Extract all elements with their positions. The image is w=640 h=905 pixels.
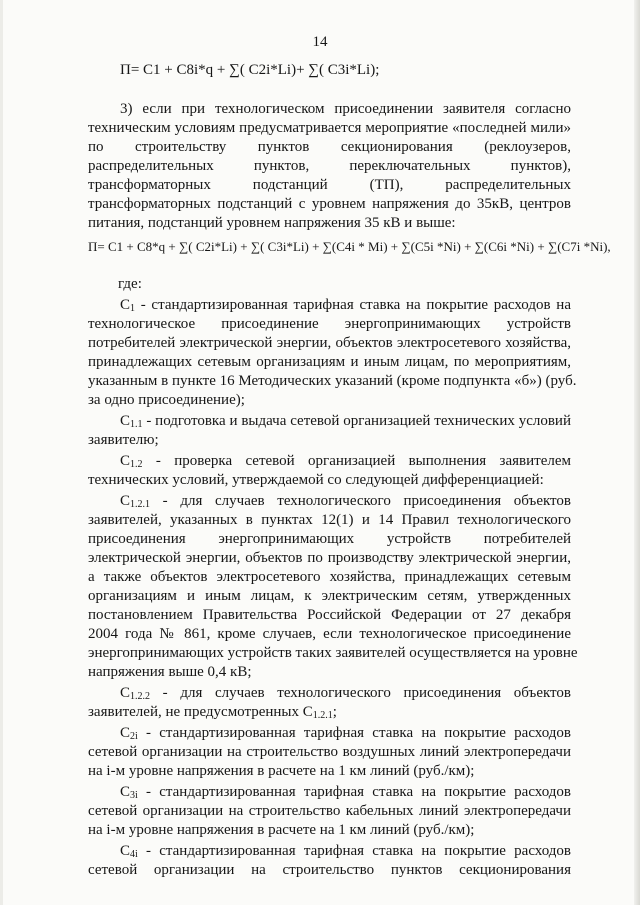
where-label: где:: [118, 276, 142, 292]
formula-1: П= С1 + С8i*q + ∑( С2i*Li)+ ∑( С3i*Li);: [120, 62, 380, 78]
page-number: 14: [312, 34, 328, 50]
c122-def-line: заявителей, не предусмотренных $С_{1.2.1}$;: [88, 704, 337, 721]
c121-def-line: энергопринимающих устройств таких заявителей осуществляется на уровне: [88, 645, 578, 661]
c121-def-line: постановлением Правительства Российской Федерации от 27 декабря: [88, 607, 571, 623]
c121-def-line: напряжения выше 0,4 кВ;: [88, 664, 252, 680]
para3-line: питания, подстанций уровнем напряжения 35 кВ и выше:: [88, 215, 456, 231]
c1-def-line: технологическое присоединение энергопринимающих устройств: [88, 316, 571, 332]
c121-def-line: присоединения энергопринимающих устройств потребителей: [88, 531, 571, 547]
c121-def-line: $С_{1.2.1}$ - для случаев технологического присоединения объектов: [120, 493, 571, 510]
scan-edge-right: [634, 0, 640, 905]
c122-def-line: $С_{1.2.2}$ - для случаев технологического присоединения объектов: [120, 685, 571, 702]
c3i-def-line: $С_{3i}$ - стандартизированная тарифная ставка на покрытие расходов: [120, 784, 571, 801]
c121-def-line: электрической энергии, объектов по производству электрической энергии,: [88, 550, 571, 566]
para3-line: техническим условиям предусматривается мероприятие «последней мили»: [88, 120, 571, 136]
c12-def-line: $С_{1.2}$ - проверка сетевой организацией выполнения заявителем: [120, 453, 571, 470]
c1-def-line: принадлежащих сетевым организациям и иным лицам, по мероприятиям,: [88, 354, 571, 370]
c1-def-line: указанным в пункте 16 Методических указаний (кроме подпункта «б») (руб.: [88, 373, 577, 389]
c1-def-line: за одно присоединение);: [88, 392, 245, 408]
c121-def-line: организациям и иным лицам, к электрическим сетям, утвержденных: [88, 588, 571, 604]
c1-def-line: $С_1$ - стандартизированная тарифная ставка на покрытие расходов на: [120, 297, 571, 314]
para3-line: по строительству пунктов секционирования (реклоузеров,: [88, 139, 571, 155]
para3-line: трансформаторных подстанций (ТП), распределительных: [88, 177, 571, 193]
c121-def-line: заявителей, указанных в пунктах 12(1) и 14 Правил технологического: [88, 512, 571, 528]
c4i-def-line: $С_{4i}$ - стандартизированная тарифная ставка на покрытие расходов: [120, 843, 571, 860]
para3-line: трансформаторных подстанций с уровнем напряжения до 35кВ, центров: [88, 196, 571, 212]
c121-def-line: 2004 года № 861, кроме случаев, если технологическое присоединение: [88, 626, 571, 642]
c121-def-line: а также объектов электросетевого хозяйства, принадлежащих сетевым: [88, 569, 571, 585]
c2i-def-line: сетевой организации на строительство воздушных линий электропередачи: [88, 744, 571, 760]
c1-def-line: потребителей электрической энергии, объектов электросетевого хозяйства,: [88, 335, 571, 351]
c3i-def-line: на i-м уровне напряжения в расчете на 1 км линий (руб./км);: [88, 822, 475, 838]
c12-def-line: технических условий, утверждаемой со следующей дифференциацией:: [88, 472, 544, 488]
c4i-def-line: сетевой организации на строительство пунктов секционирования: [88, 862, 571, 878]
c11-def-line: $С_{1.1}$ - подготовка и выдача сетевой организацией технических условий: [120, 413, 571, 430]
formula-2: П= С1 + С8*q + ∑( С2i*Li) + ∑( С3i*Li) + ∑(С4i * Mi) + ∑(С5i *Ni) + ∑(С6i *Ni) + ∑(С7i *Ni),: [88, 239, 611, 254]
c2i-def-line: на i-м уровне напряжения в расчете на 1 км линий (руб./км);: [88, 763, 475, 779]
c11-def-line: заявителю;: [88, 432, 159, 448]
scan-edge-left: [0, 0, 3, 905]
c2i-def-line: $С_{2i}$ - стандартизированная тарифная ставка на покрытие расходов: [120, 725, 571, 742]
para3-line: 3) если при технологическом присоединении заявителя согласно: [120, 101, 571, 117]
para3-line: распределительных пунктов, переключательных пунктов),: [88, 158, 571, 174]
c3i-def-line: сетевой организации на строительство кабельных линий электропередачи: [88, 803, 571, 819]
